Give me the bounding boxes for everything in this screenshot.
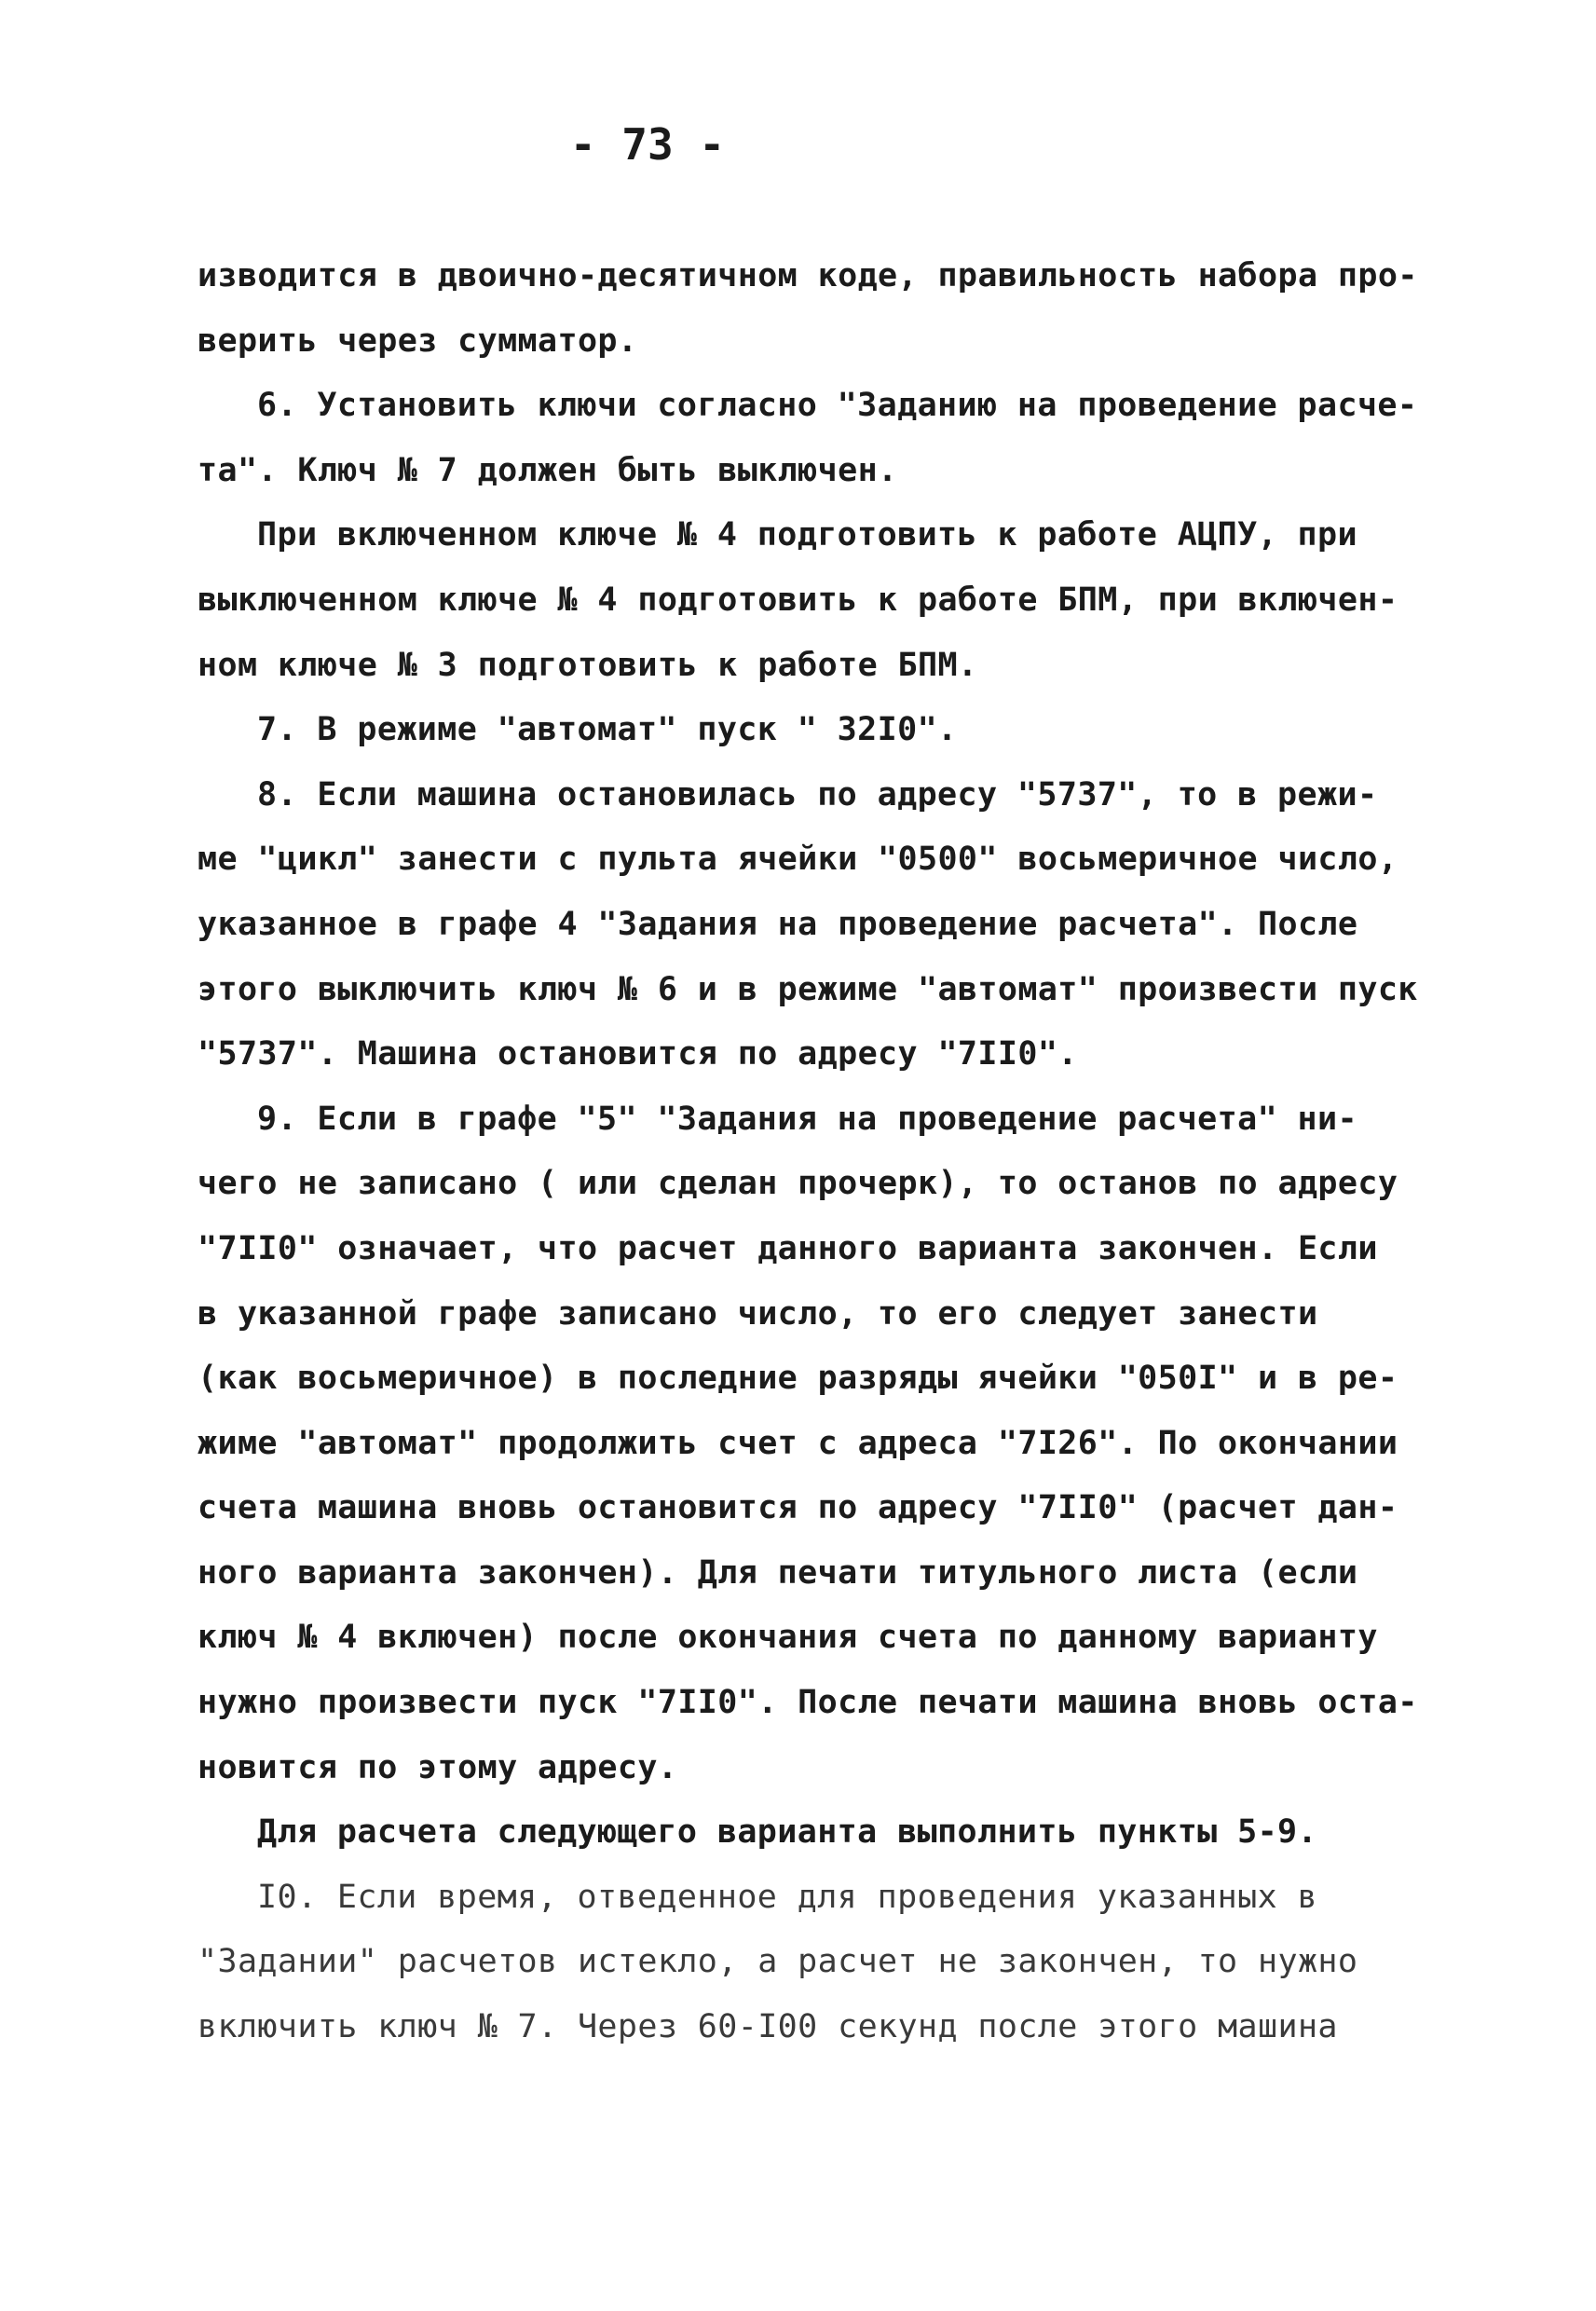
text-line: Для расчета следующего варианта выполнить пункты 5-9. [257,1813,1318,1852]
text-line: (как восьмеричное) в последние разряды ячейки "050I" и в ре- [198,1360,1398,1398]
text-line: 6. Установить ключи согласно "Заданию на проведение расче- [257,387,1418,425]
text-line: изводится в двоично-десятичном коде, правильность набора про- [198,257,1418,294]
text-line: в указанной графе записано число, то его следует занести [198,1294,1318,1333]
text-line: 8. Если машина остановилась по адресу "5737", то в режи- [257,775,1378,814]
text-line: ключ № 4 включен) после окончания счета по данному варианту [198,1619,1378,1657]
text-line: жиме "автомат" продолжить счет с адреса "7I26". По окончании [198,1424,1398,1462]
text-line: счета машина вновь остановится по адресу "7II0" (расчет дан- [198,1489,1398,1527]
text-line: нужно произвести пуск "7II0". После печати машина вновь оста- [198,1684,1418,1722]
text-line: этого выключить ключ № 6 и в режиме "автомат" произвести пуск [198,970,1418,1008]
text-line: новится по этому адресу. [198,1748,678,1786]
text-line: верить через сумматор. [198,321,638,360]
text-line: выключенном ключе № 4 подготовить к работе БПМ, при включен- [198,581,1398,619]
text-line: I0. Если время, отведенное для проведения указанных в [257,1878,1318,1916]
text-line: 7. В режиме "автомат" пуск " 32I0". [257,711,958,749]
text-line: та". Ключ № 7 должен быть выключен. [198,451,898,489]
text-line: указанное в графе 4 "Задания на проведение расчета". После [198,905,1358,943]
text-line: включить ключ № 7. Через 60-I00 секунд после этого машина [198,2008,1338,2046]
text-line: При включенном ключе № 4 подготовить к работе АЦПУ, при [257,516,1357,554]
page-number: - 73 - [569,119,726,170]
text-line: ного варианта закончен). Для печати титульного листа (если [198,1553,1358,1592]
text-line: чего не записано ( или сделан прочерк), то останов по адресу [198,1165,1398,1203]
text-line: "5737". Машина остановится по адресу "7II0". [198,1035,1078,1073]
text-line: ме "цикл" занести с пульта ячейки "0500" восьмеричное число, [198,841,1398,879]
body-text [198,244,1427,2060]
text-line: 9. Если в графе "5" "Задания на проведение расчета" ни- [257,1100,1357,1138]
text-line: "7II0" означает, что расчет данного варианта закончен. Если [198,1229,1378,1267]
text-line: ном ключе № 3 подготовить к работе БПМ. [198,646,978,684]
text-line: "Задании" расчетов истекло, а расчет не закончен, то нужно [198,1943,1358,1981]
